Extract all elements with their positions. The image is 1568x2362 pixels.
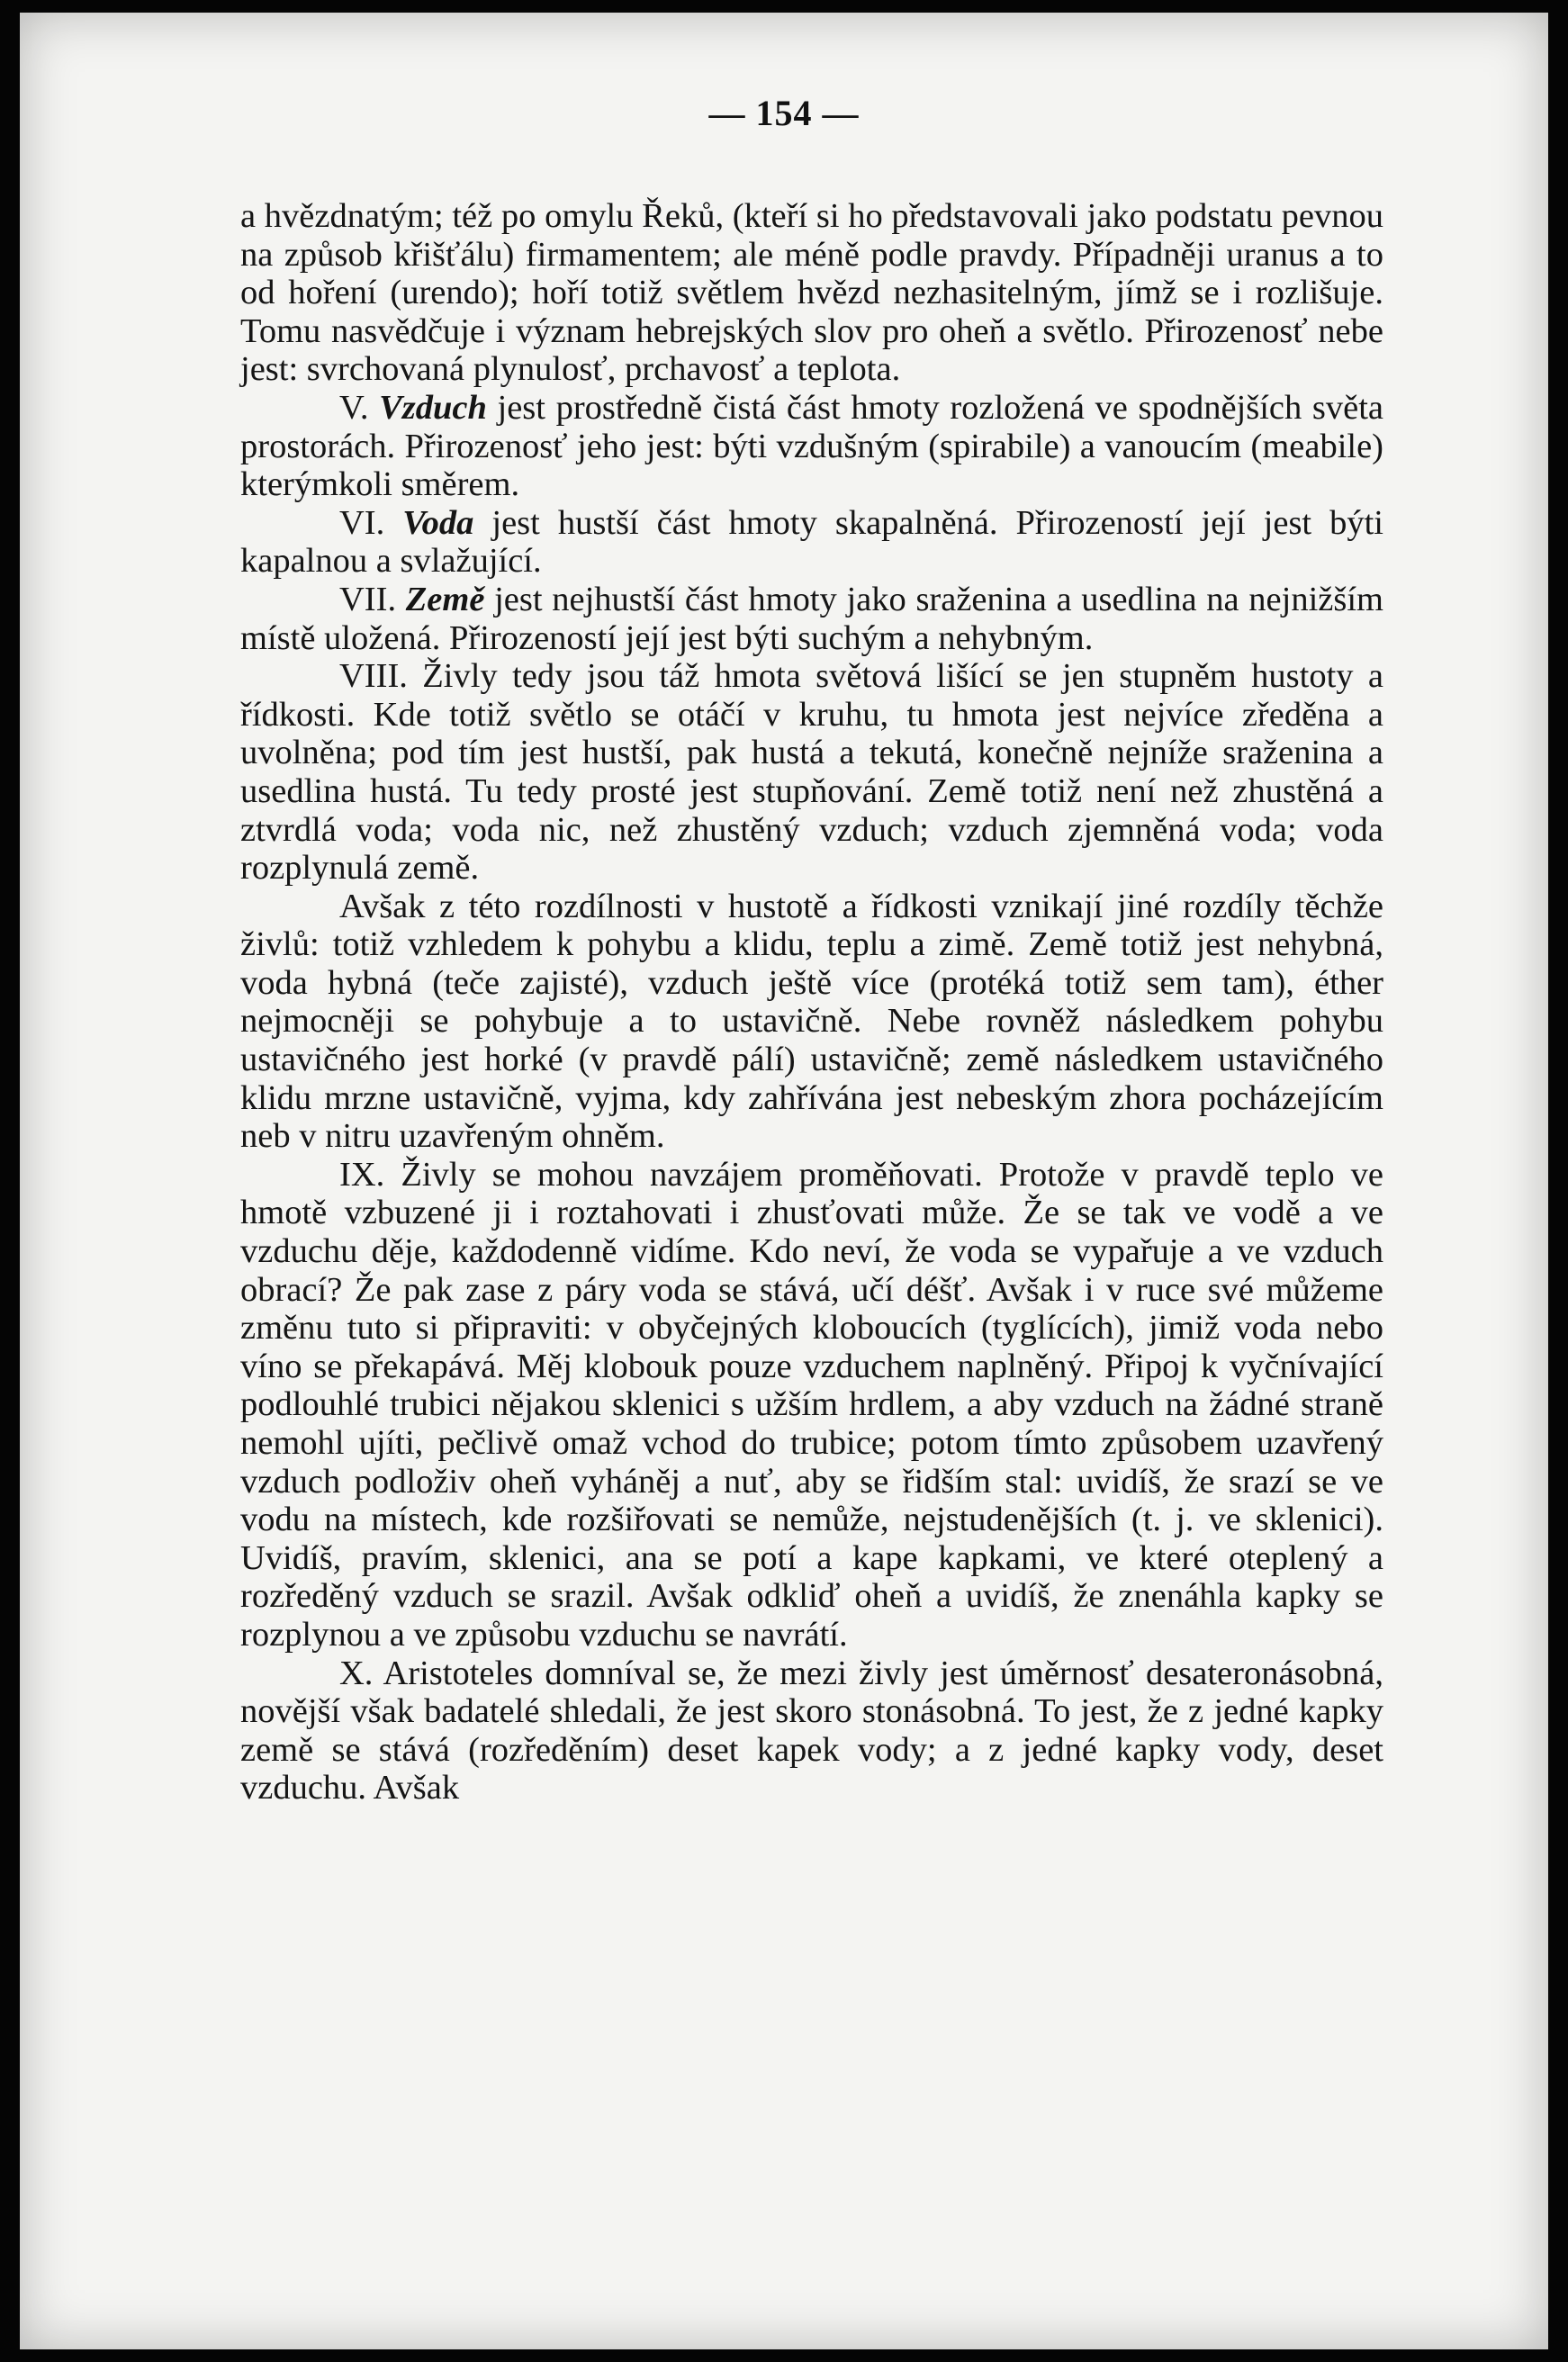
- term-vzduch: Vzduch: [379, 388, 487, 427]
- text-segment: VI.: [339, 503, 403, 542]
- term-voda: Voda: [402, 503, 474, 542]
- paragraph-intro: [240, 197, 1383, 389]
- text-segment: a hvězdnatým; též po omylu Řeků, (kteří si ho představovali jako podstatu pevnou na způsob křišťálu) firmamentem; ale méně podle pravdy. Případněji uranus a to od hoření (urendo); hoří totiž světlem hvězd nezhasitelným, jímž se i rozlišuje. Tomu nasvědčuje i význam hebrejských slov pro oheň a světlo. Přirozenosť nebe jest: svrchovaná plynulosť, prchavosť a teplota.: [240, 197, 1383, 389]
- page-number: — 154 —: [708, 93, 860, 133]
- text-segment: V.: [339, 388, 380, 427]
- text-segment: jest nejhustší část hmoty jako sraženina a usedlina na nejnižším místě uložená. Přirozeností její jest býti suchým a nehybným.: [240, 580, 1383, 657]
- text-segment: VII.: [339, 580, 406, 618]
- text-segment: X. Aristoteles domníval se, že mezi živly jest úměrnosť desateronásobná, novější však badatelé shledali, že jest skoro stonásobná. To jest, že z jedné kapky země se stává (rozředěním) deset kapek vody; a z jedné kapky vody, deset vzduchu. Avšak: [240, 1654, 1383, 1808]
- book-page: [20, 13, 1548, 2349]
- text-segment: jest prostředně čistá část hmoty rozložená ve spodnějších světa prostorách. Přirozenosť jeho jest: býti vzdušným (spirabile) a vanoucím (meabile) kterýmkoli směrem.: [240, 388, 1383, 504]
- paragraph-voda: [240, 504, 1383, 581]
- paragraph-promeny: [240, 1156, 1383, 1654]
- text-segment: jest hustší část hmoty skapalněná. Přirozeností její jest býti kapalnou a svlažující.: [240, 503, 1383, 581]
- text-segment: VIII. Živly tedy jsou táž hmota světová lišící se jen stupněm hustoty a řídkosti. Kde totiž světlo se otáčí v kruhu, tu hmota jest nejvíce zředěna a uvolněna; pod tím jest hustší, pak hustá a tekutá, konečně nejníže sraženina a usedlina hustá. Tu tedy prosté jest stupňování. Země totiž není než zhustěná a ztvrdlá voda; voda nic, než zhustěný vzduch; vzduch zjemněná voda; voda rozplynulá země.: [240, 657, 1383, 888]
- paragraph-rozdily: [240, 888, 1383, 1156]
- paragraph-aristoteles: [240, 1654, 1383, 1808]
- paragraph-zeme: [240, 581, 1383, 657]
- text-segment: Avšak z této rozdílnosti v hustotě a řídkosti vznikají jiné rozdíly těchže živlů: totiž vzhledem k pohybu a klidu, teplu a zimě. Země totiž jest nehybná, voda hybná (teče zajisté), vzduch ještě více (protéká totiž sem tam), éther nejmocněji se pohybuje a to ustavičně. Nebe rovněž následkem pohybu ustavičného jest horké (v pravdě pálí) ustavičně; země následkem ustavičného klidu mrzne ustavičně, vyjma, kdy zahřívána jest nebeským zhora pocházejícím neb v nitru uzavřeným ohněm.: [240, 887, 1383, 1156]
- paragraph-zivly-hmota: [240, 657, 1383, 888]
- paragraph-vzduch: [240, 389, 1383, 504]
- term-zeme: Země: [405, 580, 485, 618]
- page-text: [240, 197, 1383, 1808]
- text-segment: IX. Živly se mohou navzájem proměňovati. Protože v pravdě teplo ve hmotě vzbuzené ji i roztahovati i zhusťovati může. Že se tak ve vodě a ve vzduchu děje, každodenně vidíme. Kdo neví, že voda se vypařuje a ve vzduch obrací? Že pak zase z páry voda se stává, učí déšť. Avšak i v ruce své můžeme změnu tuto si připraviti: v obyčejných kloboucích (tyglících), jimiž voda nebo víno se překapává. Měj klobouk pouze vzduchem naplněný. Připoj k vyčnívající podlouhlé trubici nějakou sklenici s užším hrdlem, a aby vzduch na žádné straně nemohl ujíti, pečlivě omaž vchod do trubice; potom tímto způsobem uzavřený vzduch podloživ oheň vyháněj a nuť, aby se řidším stal: uvidíš, že srazí se ve vodu na místech, kde rozšiřovati se nemůže, nejstudenějších (t. j. ve sklenici). Uvidíš, pravím, sklenici, ana se potí a kape kapkami, ve které oteplený a rozředěný vzduch se srazil. Avšak odkliď oheň a uvidíš, že znenáhla kapky se rozplynou a ve způsobu vzduchu se navrátí.: [240, 1155, 1383, 1654]
